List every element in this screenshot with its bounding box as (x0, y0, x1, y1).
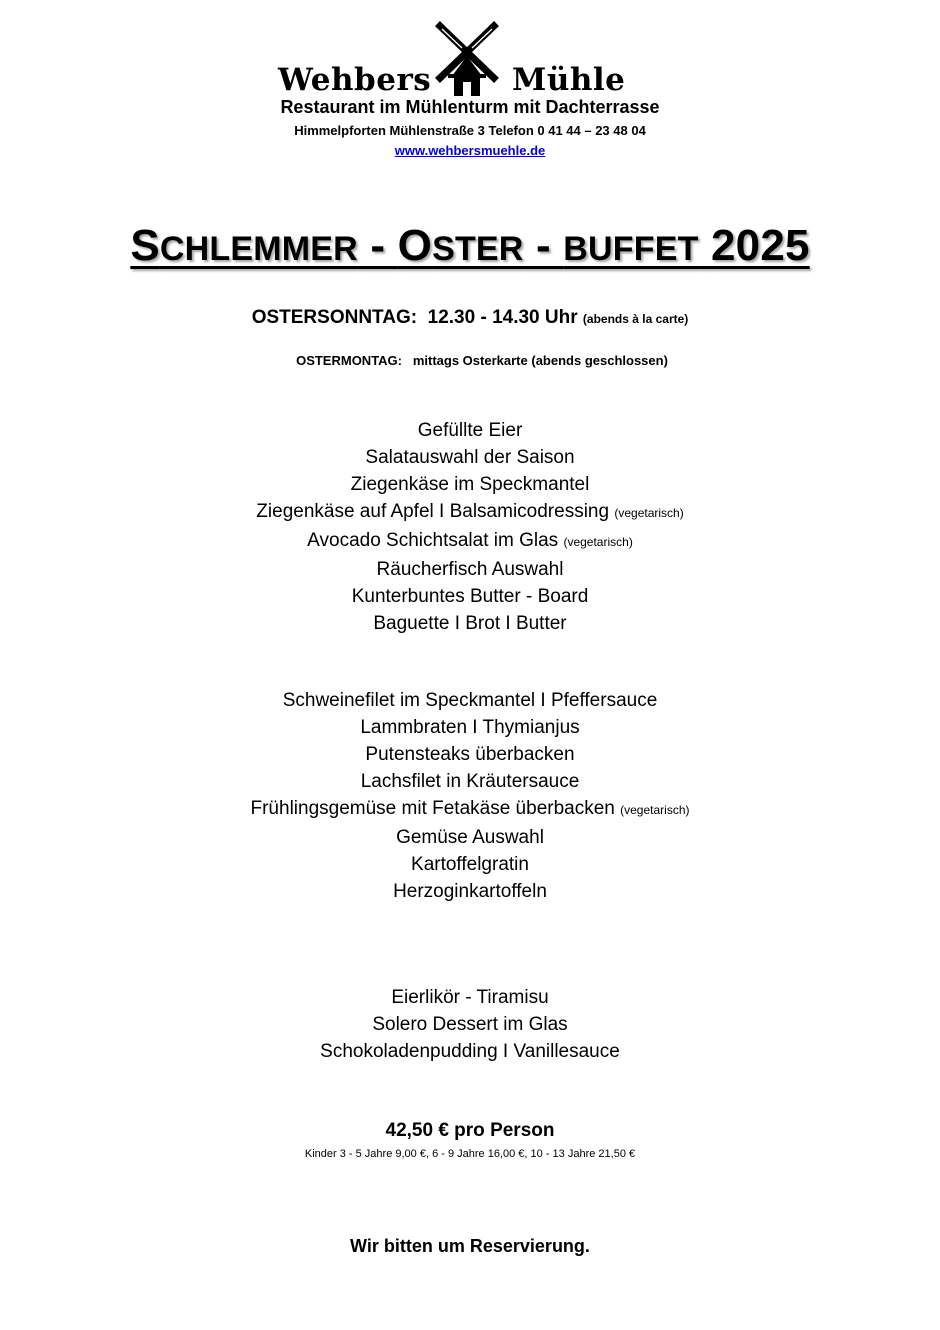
easter-sunday-time: 12.30 - 14.30 Uhr (427, 307, 578, 328)
easter-monday-line (12, 353, 940, 368)
list-item (0, 444, 940, 471)
restaurant-subtitle: Restaurant im Mühlenturm mit Dachterrasse (280, 97, 660, 117)
menu-item-name: Ziegenkäse im Speckmantel (350, 474, 590, 495)
title-s-rest: CHLEMMER (159, 230, 358, 268)
menu-item-name: Putensteaks überbacken (365, 744, 575, 765)
menu-item-name: Lachsfilet in Kräutersauce (360, 771, 580, 792)
easter-monday-note: (abends geschlossen) (531, 353, 668, 368)
menu-item-name: Herzoginkartoffeln (393, 881, 547, 902)
easter-sunday-label: OSTERSONNTAG: (251, 307, 418, 328)
list-item (0, 795, 940, 824)
menu-item-name: Schweinefilet im Speckmantel I Pfeffersauce (282, 690, 658, 711)
menu-item-name: Gefüllte Eier (417, 420, 523, 441)
menu-item-note: (vegetarisch) (614, 506, 684, 520)
list-item (0, 1011, 940, 1038)
page-title (0, 221, 940, 271)
menu-item-name: Eierlikör - Tiramisu (391, 987, 549, 1008)
adult-price: 42,50 € pro Person (385, 1120, 555, 1141)
list-item (0, 527, 940, 556)
easter-sunday-note: (abends à la carte) (582, 312, 689, 326)
menu-item-name: Salatauswahl der Saison (365, 447, 575, 468)
list-item (0, 824, 940, 851)
menu-item-name: Räucherfisch Auswahl (376, 559, 564, 580)
reservation-note: Wir bitten um Reservierung. (350, 1236, 590, 1256)
menu-item-name: Frühlingsgemüse mit Fetakäse überbacken (250, 798, 615, 819)
menu-item-name: Gemüse Auswahl (396, 827, 544, 848)
title-buffet: BUFFET (563, 230, 699, 268)
menu-item-name: Avocado Schichtsalat im Glas (307, 530, 559, 551)
menu-item-name: Solero Dessert im Glas (372, 1014, 568, 1035)
website-link[interactable]: www.wehbersmuehle.de (394, 143, 546, 158)
easter-monday-label: OSTERMONTAG: (296, 353, 402, 368)
list-item (0, 498, 940, 527)
menu-item-name: Ziegenkäse auf Apfel I Balsamicodressing (256, 501, 610, 522)
title-separator-1: - (357, 221, 398, 270)
list-item (0, 768, 940, 795)
list-item (0, 714, 940, 741)
logo-text-right: Mühle (512, 62, 626, 98)
list-item (0, 583, 940, 610)
children-prices: Kinder 3 - 5 Jahre 9,00 €, 6 - 9 Jahre 16,00 €, 10 - 13 Jahre 21,50 € (304, 1148, 636, 1160)
title-separator-2: - (523, 221, 564, 270)
list-item (0, 741, 940, 768)
list-item (0, 471, 940, 498)
menu-item-name: Lammbraten I Thymianjus (360, 717, 580, 738)
menu-item-name: Kunterbuntes Butter - Board (351, 586, 589, 607)
list-item (0, 417, 940, 444)
title-o-cap: O (397, 221, 433, 270)
title-o-rest: STER (432, 230, 524, 268)
list-item (0, 878, 940, 905)
menu-item-note: (vegetarisch) (563, 535, 633, 549)
easter-monday-text: mittags Osterkarte (412, 353, 528, 368)
desserts-list (0, 984, 940, 1065)
title-year: 2025 (710, 221, 810, 270)
menu-item-name: Baguette I Brot I Butter (373, 613, 567, 634)
list-item (0, 610, 940, 637)
title-s-cap: S (130, 221, 160, 270)
starters-list (0, 417, 940, 637)
list-item (0, 687, 940, 714)
logo (270, 18, 670, 98)
list-item (0, 851, 940, 878)
list-item (0, 1038, 940, 1065)
restaurant-address: Himmelpforten Mühlenstraße 3 Telefon 0 41 44 – 23 48 04 (294, 123, 646, 138)
list-item (0, 556, 940, 583)
menu-item-name: Kartoffelgratin (411, 854, 529, 875)
mains-list (0, 687, 940, 905)
windmill-icon (428, 18, 508, 98)
logo-text-left: Wehbers (278, 62, 432, 98)
list-item (0, 984, 940, 1011)
menu-item-note: (vegetarisch) (620, 803, 690, 817)
menu-item-name: Schokoladenpudding I Vanillesauce (320, 1041, 620, 1062)
easter-sunday-line (0, 307, 940, 329)
